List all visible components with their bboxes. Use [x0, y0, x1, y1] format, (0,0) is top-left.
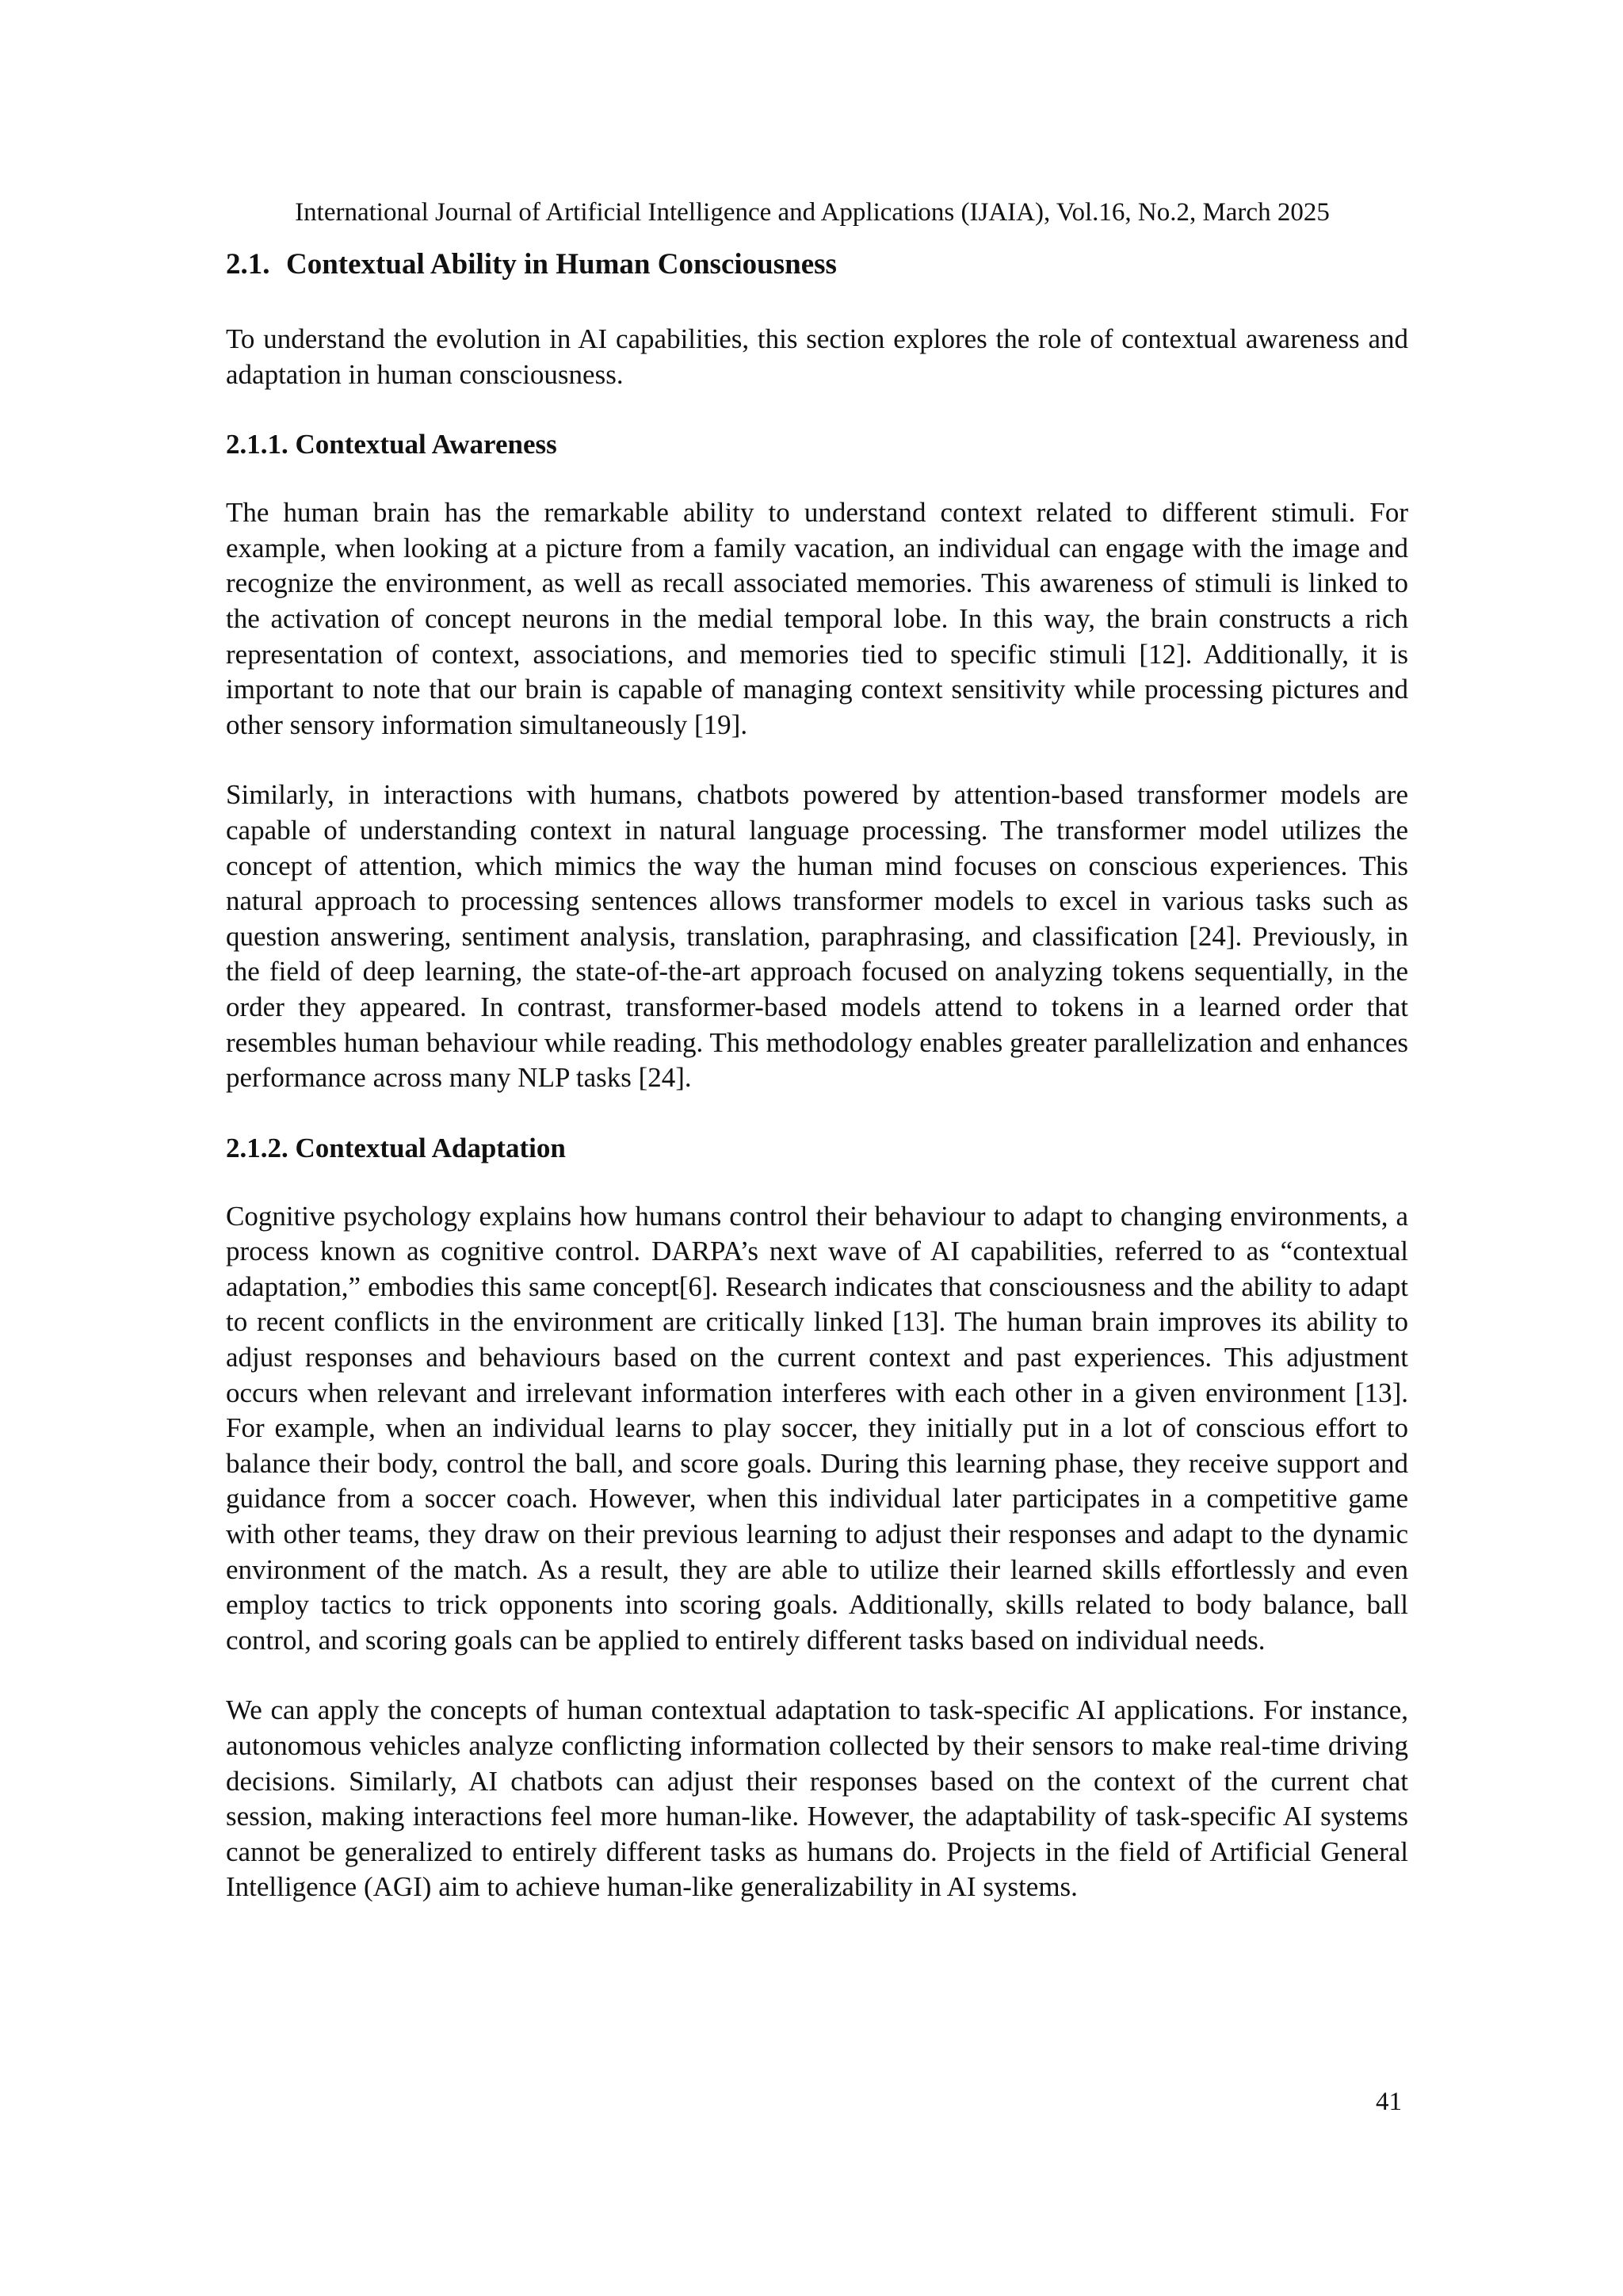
section-number: 2.1.: [226, 248, 270, 281]
section-intro-paragraph: To understand the evolution in AI capabilities, this section explores the role of contextual awareness and adaptation in human consciousness.: [226, 323, 1408, 390]
paragraph-awareness-1: The human brain has the remarkable ability to understand context related to different stimuli. For example, when looking at a picture from a family vacation, an individual can engage with the image and recognize the environment, as well as recall associated memories. This awareness of stimuli is linked to the activation of concept neurons in the medial temporal lobe. In this way, the brain constructs a rich representation of context, associations, and memories tied to specific stimuli [12]. Additionally, it is important to note that our brain is capable of managing context sensitivity while processing pictures and other sensory information simultaneously [19].: [226, 497, 1408, 740]
section-title: Contextual Ability in Human Consciousness: [286, 248, 837, 281]
running-header: International Journal of Artificial Intelligence and Applications (IJAIA), Vol.16, No.2, March 2025: [295, 198, 1330, 227]
main-content: [226, 246, 1408, 1940]
page-number: 41: [1376, 2088, 1402, 2116]
paragraph-adaptation-2: We can apply the concepts of human contextual adaptation to task-specific AI applications. For instance, autonomous vehicles analyze conflicting information collected by their sensors to make real-time driving decisions. Similarly, AI chatbots can adjust their responses based on the context of the current chat session, making interactions feel more human-like. However, the adaptability of task-specific AI systems cannot be generalized to entirely different tasks as humans do. Projects in the field of Artificial General Intelligence (AGI) aim to achieve human-like generalizability in AI systems.: [226, 1694, 1408, 1903]
subsection-heading-contextual-adaptation: 2.1.2. Contextual Adaptation: [226, 1132, 566, 1163]
subsection-heading-contextual-awareness: 2.1.1. Contextual Awareness: [226, 429, 557, 460]
paragraph-awareness-2: Similarly, in interactions with humans, chatbots powered by attention-based transformer models are capable of understanding context in natural language processing. The transformer model utilizes the concept of attention, which mimics the way the human mind focuses on conscious experiences. This natural approach to processing sentences allows transformer models to excel in various tasks such as question answering, sentiment analysis, translation, paraphrasing, and classification [24]. Previously, in the field of deep learning, the state-of-the-art approach focused on analyzing tokens sequentially, in the order they appeared. In contrast, transformer-based models attend to tokens in a learned order that resembles human behaviour while reading. This methodology enables greater parallelization and enhances performance across many NLP tasks [24].: [226, 779, 1408, 1094]
section-heading: [226, 246, 1408, 284]
paragraph-adaptation-1: Cognitive psychology explains how humans control their behaviour to adapt to changing environments, a process known as cognitive control. DARPA’s next wave of AI capabilities, referred to as “contextual adaptation,” embodies this same concept[6]. Research indicates that consciousness and the ability to adapt to recent conflicts in the environment are critically linked [13]. The human brain improves its ability to adjust responses and behaviours based on the current context and past experiences. This adjustment occurs when relevant and irrelevant information interferes with each other in a given environment [13]. For example, when an individual learns to play soccer, they initially put in a lot of conscious effort to balance their body, control the ball, and score goals. During this learning phase, they receive support and guidance from a soccer coach. However, when this individual later participates in a competitive game with other teams, they draw on their previous learning to adjust their responses and adapt to the dynamic environment of the match. As a result, they are able to utilize their learned skills effortlessly and even employ tactics to trick opponents into scoring goals. Additionally, skills related to body balance, ball control, and scoring goals can be applied to entirely different tasks based on individual needs.: [226, 1200, 1408, 1656]
